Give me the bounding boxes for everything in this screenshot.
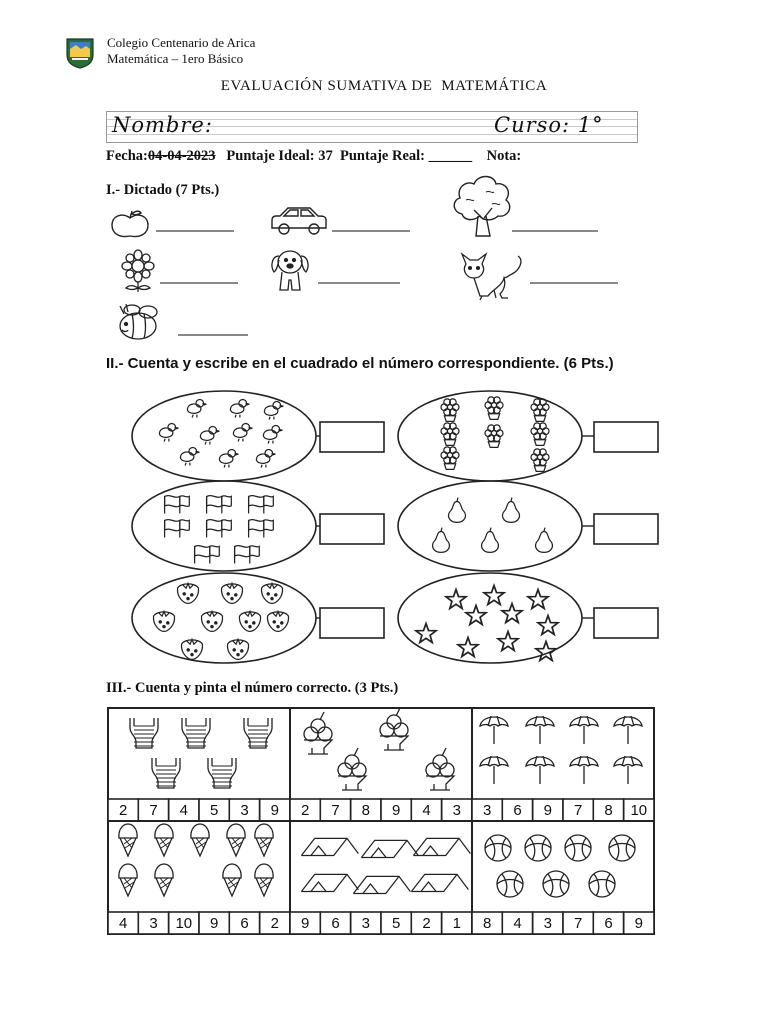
answer-box[interactable] — [320, 514, 384, 544]
number-option-label: 9 — [210, 915, 219, 932]
school-logo — [64, 37, 96, 69]
ball-icon — [525, 835, 551, 861]
flower-icon — [531, 449, 549, 472]
number-option-label: 10 — [630, 802, 648, 819]
number-option[interactable] — [290, 799, 320, 821]
flower-icon — [441, 447, 459, 470]
number-option-label: 5 — [392, 915, 401, 932]
number-option-label: 3 — [240, 802, 249, 819]
nota-label: Nota: — [486, 148, 522, 164]
number-option-label: 2 — [422, 915, 431, 932]
number-option-label: 4 — [179, 802, 188, 819]
number-option-label: 9 — [543, 802, 552, 819]
info-row — [106, 148, 521, 165]
umbrella-icon — [570, 716, 598, 744]
number-option-label: 3 — [149, 915, 158, 932]
school-name: Colegio Centenario de Arica — [107, 35, 256, 50]
umbrella-icon — [614, 716, 642, 744]
number-option-label: 3 — [483, 802, 492, 819]
number-option-label: 7 — [331, 802, 340, 819]
number-option[interactable] — [229, 912, 259, 934]
number-option[interactable] — [624, 799, 654, 821]
flower-icon — [441, 423, 459, 446]
ball-icon — [609, 835, 635, 861]
swimsuit-icon — [208, 758, 236, 788]
umbrella-icon — [526, 716, 554, 744]
duck-icon — [263, 425, 282, 443]
number-option[interactable] — [320, 799, 350, 821]
section-1-title: I.- Dictado (7 Pts.) — [106, 182, 220, 198]
pear-icon — [503, 498, 520, 523]
number-option-label: 4 — [513, 915, 522, 932]
page-title: EVALUACIÓN SUMATIVA DE MATEMÁTICA — [220, 78, 548, 94]
star-icon — [538, 616, 558, 635]
flag-icon — [249, 520, 274, 538]
number-option[interactable] — [199, 799, 229, 821]
number-option[interactable] — [138, 799, 168, 821]
strawberry-icon — [153, 611, 174, 631]
answer-box[interactable] — [320, 422, 384, 452]
ice-cream-cone-icon — [155, 864, 173, 896]
umbrella-icon — [570, 756, 598, 784]
paint-panel — [472, 708, 654, 821]
tent-icon — [301, 838, 358, 855]
ice-cream-cup-icon — [426, 748, 454, 790]
ball-icon — [565, 835, 591, 861]
umbrella-icon — [614, 756, 642, 784]
answer-box[interactable] — [320, 608, 384, 638]
number-option-label: 6 — [240, 915, 249, 932]
number-option[interactable] — [624, 912, 654, 934]
ice-cream-cup-icon — [338, 748, 366, 790]
number-option[interactable] — [593, 912, 623, 934]
number-option[interactable] — [381, 912, 411, 934]
number-option[interactable] — [290, 912, 320, 934]
number-option[interactable] — [108, 799, 138, 821]
number-option-label: 3 — [452, 802, 461, 819]
star-icon — [498, 632, 518, 651]
flag-icon — [235, 546, 260, 564]
number-option-label: 2 — [270, 915, 279, 932]
flower-icon — [441, 399, 459, 422]
strawberry-icon — [227, 639, 248, 659]
tent-icon — [353, 876, 410, 893]
tent-icon — [413, 838, 470, 855]
number-option-label: 4 — [119, 915, 128, 932]
number-option-label: 9 — [392, 802, 401, 819]
duck-icon — [256, 449, 275, 467]
number-option[interactable] — [351, 799, 381, 821]
number-option-label: 9 — [270, 802, 279, 819]
umbrella-icon — [480, 756, 508, 784]
answer-box[interactable] — [594, 514, 658, 544]
number-option-label: 9 — [301, 915, 310, 932]
ball-icon — [589, 871, 615, 897]
number-option[interactable] — [533, 912, 563, 934]
duck-icon — [200, 426, 219, 444]
ice-cream-cup-icon — [380, 708, 408, 750]
ice-cream-cone-icon — [119, 824, 137, 856]
strawberry-icon — [221, 583, 242, 603]
tree-icon — [454, 177, 509, 237]
puntaje-ideal: Puntaje Ideal: 37 — [226, 148, 333, 164]
bee-icon — [120, 304, 157, 339]
flag-icon — [207, 520, 232, 538]
number-option[interactable] — [563, 799, 593, 821]
number-option[interactable] — [260, 799, 290, 821]
swimsuit-icon — [152, 758, 180, 788]
paint-panel — [290, 708, 472, 821]
star-icon — [484, 586, 504, 605]
number-option-label: 8 — [361, 802, 370, 819]
ball-icon — [485, 835, 511, 861]
number-option-label: 10 — [175, 915, 193, 932]
flag-icon — [165, 520, 190, 538]
number-option[interactable] — [533, 799, 563, 821]
paint-panel — [290, 821, 472, 934]
star-icon — [416, 624, 436, 643]
number-option-label: 4 — [422, 802, 431, 819]
counting-circle — [132, 481, 316, 571]
duck-icon — [187, 399, 206, 417]
school-header — [107, 35, 255, 67]
duck-icon — [233, 423, 252, 441]
swimsuit-icon — [182, 718, 210, 748]
number-option-label: 2 — [301, 802, 310, 819]
ice-cream-cone-icon — [223, 864, 241, 896]
number-option-label: 2 — [119, 802, 128, 819]
ice-cream-cone-icon — [155, 824, 173, 856]
number-option[interactable] — [593, 799, 623, 821]
apple-icon — [112, 211, 148, 237]
fecha-label: Fecha: — [106, 148, 148, 164]
flower-icon — [485, 425, 503, 448]
tent-icon — [361, 840, 418, 857]
number-option-label: 6 — [604, 915, 613, 932]
tent-icon — [411, 874, 468, 891]
swimsuit-icon — [130, 718, 158, 748]
number-option-label: 8 — [483, 915, 492, 932]
flower-icon — [122, 250, 154, 292]
umbrella-icon — [480, 716, 508, 744]
swimsuit-icon — [244, 718, 272, 748]
number-option[interactable] — [108, 912, 138, 934]
paint-panel — [108, 708, 290, 821]
number-option[interactable] — [563, 912, 593, 934]
number-option-label: 1 — [452, 915, 461, 932]
number-option-label: 8 — [604, 802, 613, 819]
course-line: Matemática – 1ero Básico — [107, 51, 244, 66]
flower-icon — [485, 397, 503, 420]
star-icon — [458, 638, 478, 657]
nombre-label: Nombre: — [112, 113, 213, 137]
flag-icon — [165, 496, 190, 514]
ice-cream-cone-icon — [191, 824, 209, 856]
answer-box[interactable] — [594, 422, 658, 452]
ice-cream-cone-icon — [255, 864, 273, 896]
ice-cream-cone-icon — [255, 824, 273, 856]
number-option-label: 9 — [634, 915, 643, 932]
puntaje-real: Puntaje Real: ______ — [340, 148, 473, 164]
duck-icon — [219, 449, 238, 467]
duck-icon — [230, 399, 249, 417]
number-option-label: 7 — [574, 915, 583, 932]
ball-icon — [497, 871, 523, 897]
counting-area — [0, 380, 768, 670]
section-3-title: III.- Cuenta y pinta el número correcto. (3 Pts.) — [106, 680, 399, 696]
answer-box[interactable] — [594, 608, 658, 638]
section-2-title: II.- Cuenta y escribe en el cuadrado el número correspondiente. (6 Pts.) — [106, 355, 614, 372]
strawberry-icon — [201, 611, 222, 631]
curso-label: Curso: 1° — [494, 113, 604, 137]
pear-icon — [449, 498, 466, 523]
number-option[interactable] — [381, 799, 411, 821]
umbrella-icon — [526, 756, 554, 784]
ice-cream-cup-icon — [304, 712, 332, 754]
strawberry-icon — [267, 611, 288, 631]
number-option[interactable] — [199, 912, 229, 934]
flower-icon — [531, 423, 549, 446]
ice-cream-cone-icon — [227, 824, 245, 856]
strawberry-icon — [261, 583, 282, 603]
number-option-label: 3 — [361, 915, 370, 932]
cat-icon — [462, 254, 521, 300]
number-option-label: 3 — [543, 915, 552, 932]
flag-icon — [195, 546, 220, 564]
duck-icon — [180, 447, 199, 465]
pear-icon — [433, 528, 450, 553]
number-option[interactable] — [138, 912, 168, 934]
star-icon — [528, 590, 548, 609]
paint-panel — [108, 821, 290, 934]
number-option[interactable] — [411, 799, 441, 821]
strawberry-icon — [239, 611, 260, 631]
counting-circle — [398, 481, 582, 571]
number-option-label: 5 — [210, 802, 219, 819]
strawberry-icon — [177, 583, 198, 603]
number-option[interactable] — [169, 799, 199, 821]
duck-icon — [159, 423, 178, 441]
flag-icon — [249, 496, 274, 514]
number-option[interactable] — [411, 912, 441, 934]
flag-icon — [207, 496, 232, 514]
number-option[interactable] — [472, 912, 502, 934]
fecha-value: 04-04-2023 — [147, 148, 216, 164]
car-icon — [272, 208, 326, 234]
counting-circle — [132, 391, 316, 481]
duck-icon — [264, 401, 283, 419]
number-option[interactable] — [502, 912, 532, 934]
dog-icon — [272, 251, 308, 290]
strawberry-icon — [181, 639, 202, 659]
number-option-label: 7 — [149, 802, 158, 819]
star-icon — [502, 604, 522, 623]
ball-icon — [543, 871, 569, 897]
paint-panel — [472, 821, 654, 934]
tent-icon — [301, 874, 358, 891]
pear-icon — [536, 528, 553, 553]
number-option[interactable] — [351, 912, 381, 934]
flower-icon — [531, 399, 549, 422]
number-option[interactable] — [442, 912, 472, 934]
paint-number-area — [0, 700, 768, 940]
number-option[interactable] — [229, 799, 259, 821]
number-option-label: 7 — [574, 802, 583, 819]
number-option[interactable] — [320, 912, 350, 934]
number-option[interactable] — [260, 912, 290, 934]
number-option[interactable] — [169, 912, 199, 934]
star-icon — [446, 590, 466, 609]
star-icon — [536, 642, 556, 661]
dictation-area — [0, 170, 768, 350]
number-option-label: 6 — [513, 802, 522, 819]
number-option[interactable] — [502, 799, 532, 821]
star-icon — [466, 606, 486, 625]
number-option[interactable] — [472, 799, 502, 821]
number-option-label: 6 — [331, 915, 340, 932]
pear-icon — [482, 528, 499, 553]
ice-cream-cone-icon — [119, 864, 137, 896]
number-option[interactable] — [442, 799, 472, 821]
